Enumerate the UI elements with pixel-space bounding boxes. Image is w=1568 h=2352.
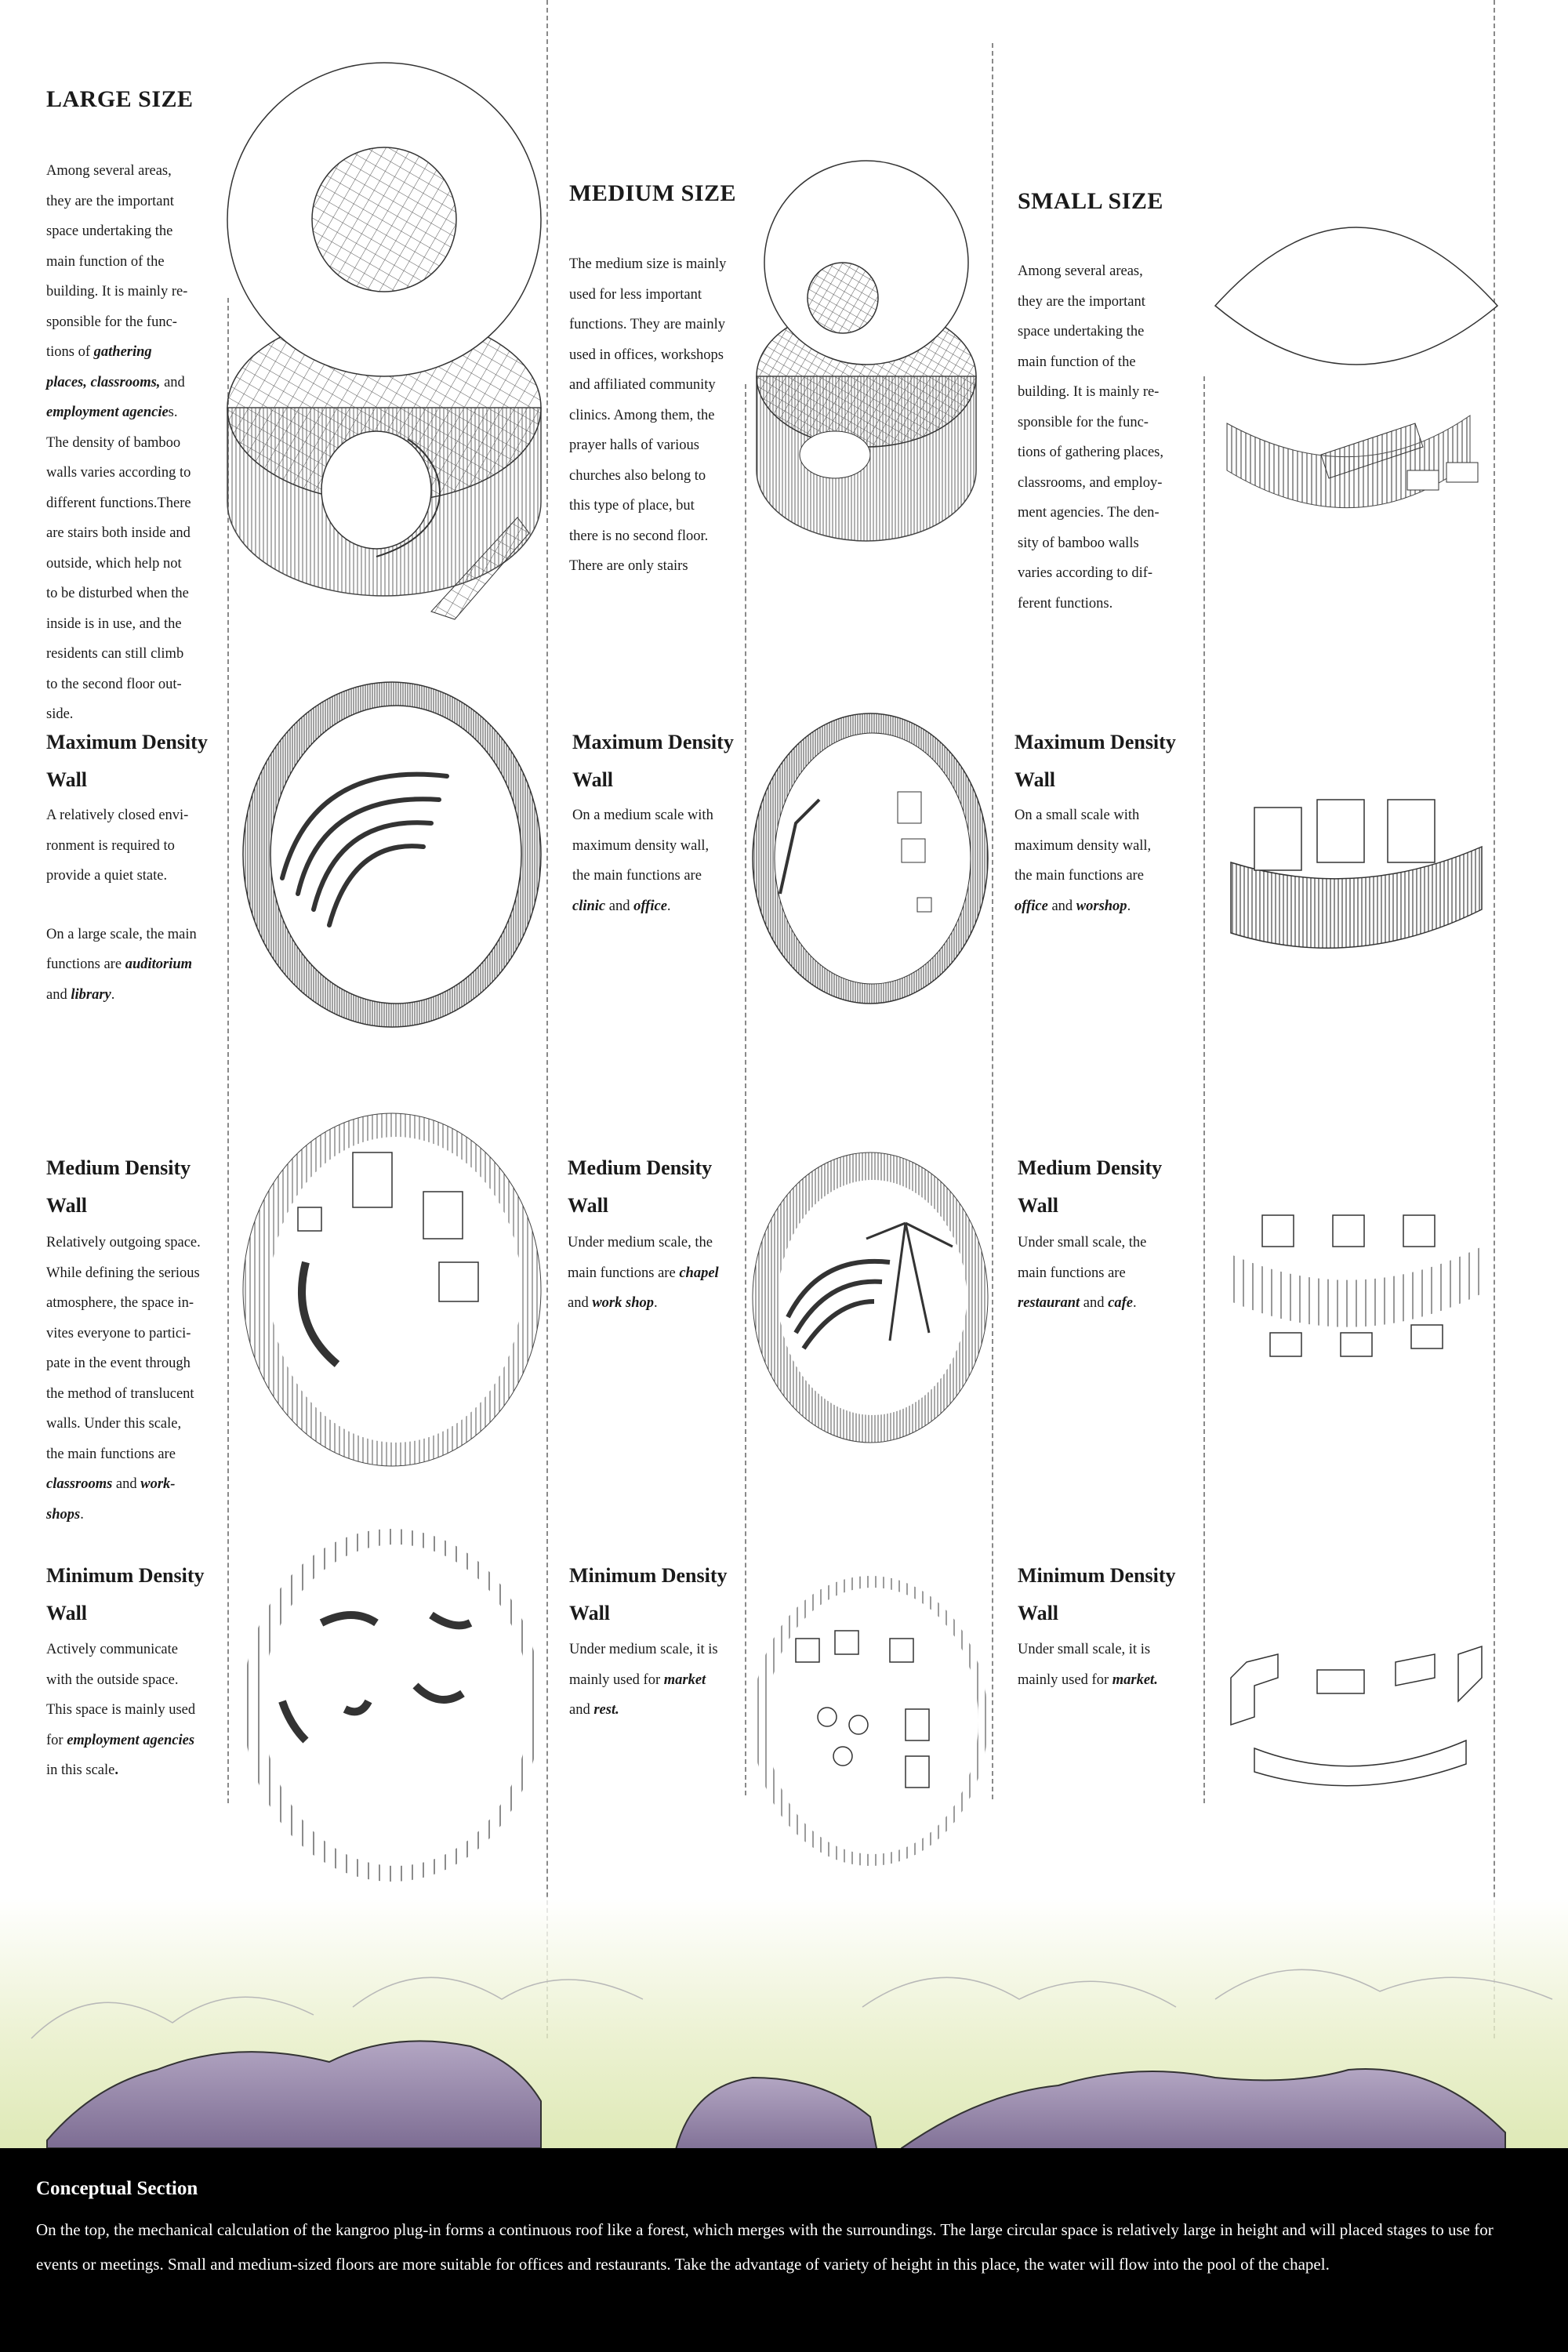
text-line: they are the important bbox=[46, 193, 174, 209]
text-line: are stairs both inside and bbox=[46, 525, 191, 541]
small-bench bbox=[1407, 470, 1439, 490]
text-line: tions of gathering bbox=[46, 344, 152, 360]
heading-line: Wall bbox=[46, 768, 88, 791]
text-line: walls. Under this scale, bbox=[46, 1416, 182, 1432]
text-line: maximum density wall, bbox=[1014, 837, 1152, 854]
medium-max-text bbox=[572, 800, 749, 921]
text-line: residents can still climb bbox=[46, 646, 184, 662]
text-line: Relatively outgoing space. bbox=[46, 1235, 201, 1250]
text-line: main functions are chapel bbox=[568, 1265, 719, 1281]
text-line: with the outside space. bbox=[46, 1671, 179, 1688]
column-divider-3 bbox=[745, 384, 746, 1795]
text-line: the main functions are bbox=[572, 868, 702, 884]
small-axonometric-drawing bbox=[1211, 220, 1509, 549]
heading-line: Wall bbox=[1014, 768, 1056, 791]
text-line: Under medium scale, it is bbox=[569, 1642, 718, 1657]
large-min-density-drawing bbox=[235, 1521, 549, 1889]
large-med-text bbox=[46, 1228, 230, 1530]
office-desk-cluster bbox=[1254, 800, 1435, 870]
text-line: There are only stairs bbox=[569, 558, 688, 574]
medium-med-text bbox=[568, 1228, 748, 1319]
text-line: This space is mainly used bbox=[46, 1702, 196, 1718]
text-line: Among several areas, bbox=[1018, 263, 1143, 279]
small-med-heading bbox=[1018, 1149, 1162, 1225]
heading-line: Minimum Density bbox=[46, 1564, 205, 1587]
text-line: and library. bbox=[46, 986, 115, 1003]
text-line: sponsible for the func- bbox=[46, 314, 177, 330]
heading-line: Wall bbox=[46, 1194, 88, 1217]
text-line: The medium size is mainly bbox=[569, 256, 727, 272]
conceptual-section-illustration bbox=[0, 1882, 1568, 2164]
medium-max-density-drawing bbox=[749, 706, 992, 1011]
text-line: On a medium scale with bbox=[572, 808, 713, 823]
text-line: used in offices, workshops bbox=[569, 347, 724, 363]
large-max-heading bbox=[46, 724, 208, 799]
heading-line: Medium Density bbox=[568, 1156, 713, 1179]
footer-title: Conceptual Section bbox=[36, 2178, 198, 2199]
small-med-density-drawing bbox=[1223, 1192, 1490, 1380]
text-line: office and worshop. bbox=[1014, 898, 1131, 914]
heading-line: Minimum Density bbox=[569, 1564, 728, 1587]
text-line: outside, which help not bbox=[46, 555, 182, 572]
text-line: in this scale. bbox=[46, 1762, 118, 1778]
heading-line: Wall bbox=[46, 1602, 88, 1624]
heading-line: Maximum Density bbox=[572, 731, 734, 753]
small-min-heading bbox=[1018, 1557, 1176, 1632]
conceptual-section-footer bbox=[0, 2158, 1568, 2352]
text-line: inside is in use, and the bbox=[46, 615, 182, 632]
medium-min-heading bbox=[569, 1557, 728, 1632]
large-med-heading bbox=[46, 1149, 191, 1225]
text-line: main function of the bbox=[1018, 354, 1136, 370]
heading-line: Wall bbox=[572, 768, 614, 791]
small-max-heading bbox=[1014, 724, 1176, 799]
large-roof-disc bbox=[227, 63, 541, 376]
small-bench bbox=[1446, 463, 1478, 482]
text-line: to the second floor out- bbox=[46, 676, 182, 692]
heading-line: Medium Density bbox=[1018, 1156, 1163, 1179]
large-min-heading bbox=[46, 1557, 205, 1632]
text-line: pate in the event through bbox=[46, 1356, 191, 1371]
small-min-text bbox=[1018, 1635, 1198, 1695]
text-line: vites everyone to partici- bbox=[46, 1325, 191, 1341]
text-line: sponsible for the func- bbox=[1018, 414, 1149, 430]
medium-max-heading bbox=[572, 724, 734, 799]
text-line: clinic and office. bbox=[572, 898, 671, 914]
text-line: varies according to dif- bbox=[1018, 565, 1153, 581]
medium-med-heading bbox=[568, 1149, 712, 1225]
text-line: used for less important bbox=[569, 286, 702, 303]
text-line: The density of bamboo bbox=[46, 434, 181, 451]
heading-line: Minimum Density bbox=[1018, 1564, 1176, 1587]
text-line: building. It is mainly re- bbox=[1018, 384, 1160, 400]
text-line: employment agencies. bbox=[46, 405, 178, 420]
text-line: this type of place, but bbox=[569, 498, 695, 514]
text-line: Among several areas, bbox=[46, 163, 172, 179]
text-line: building. It is mainly re- bbox=[46, 284, 188, 299]
text-line: for employment agencies bbox=[46, 1732, 195, 1748]
medium-intro-text bbox=[569, 249, 750, 582]
text-line: the main functions are bbox=[1014, 868, 1144, 884]
small-roof-lens bbox=[1215, 227, 1497, 365]
small-min-density-drawing bbox=[1223, 1631, 1490, 1788]
text-line: the main functions are bbox=[46, 1446, 176, 1462]
text-line: space undertaking the bbox=[1018, 324, 1145, 339]
text-line: classrooms and work- bbox=[46, 1476, 176, 1492]
text-line: tions of gathering places, bbox=[1018, 445, 1163, 460]
text-line: Under medium scale, the bbox=[568, 1235, 713, 1250]
large-max-density-drawing bbox=[235, 674, 549, 1043]
small-size-title: SMALL SIZE bbox=[1018, 188, 1163, 214]
small-max-text bbox=[1014, 800, 1195, 921]
text-line: space undertaking the bbox=[46, 223, 173, 239]
text-line: provide a quiet state. bbox=[46, 868, 168, 884]
heading-line: Maximum Density bbox=[46, 731, 208, 753]
text-line: ronment is required to bbox=[46, 837, 175, 854]
text-line: ferent functions. bbox=[1018, 595, 1113, 612]
large-intro-text bbox=[46, 156, 227, 730]
large-max-text bbox=[46, 800, 227, 1010]
text-line: churches also belong to bbox=[569, 467, 706, 484]
text-line: there is no second floor. bbox=[569, 528, 709, 544]
text-line: mainly used for market bbox=[569, 1671, 706, 1688]
text-line: prayer halls of various bbox=[569, 437, 699, 453]
column-divider-5 bbox=[1203, 376, 1205, 1803]
text-line: and rest. bbox=[569, 1702, 619, 1718]
small-intro-text bbox=[1018, 256, 1198, 619]
medium-med-density-drawing bbox=[749, 1145, 992, 1450]
text-line: While defining the serious bbox=[46, 1265, 200, 1281]
text-line: clinics. Among them, the bbox=[569, 407, 715, 423]
footer-description: On the top, the mechanical calculation of the kangroo plug-in forms a continuous roof like a forest, which merges with the surroundings. The large circular space is relatively large in height and will placed stages to use for events or meetings. Small and medium-sized floors are more suitable for offices and restaurants. Take the advantage of variety of height in this place, the water will flow into the pool of the chapel. bbox=[36, 2220, 1494, 2274]
heading-line: Wall bbox=[568, 1194, 609, 1217]
large-min-text bbox=[46, 1635, 230, 1786]
heading-line: Maximum Density bbox=[1014, 731, 1176, 753]
text-line: walls varies according to bbox=[46, 465, 191, 481]
small-med-text bbox=[1018, 1228, 1198, 1319]
text-line: to be disturbed when the bbox=[46, 586, 189, 601]
text-line: side. bbox=[46, 706, 74, 722]
text-line: maximum density wall, bbox=[572, 837, 710, 854]
heading-line: Wall bbox=[1018, 1602, 1059, 1624]
text-line: Actively communicate bbox=[46, 1642, 178, 1657]
small-max-density-drawing bbox=[1223, 784, 1490, 972]
text-line: atmosphere, the space in- bbox=[46, 1295, 194, 1311]
text-line: different functions.There bbox=[46, 495, 191, 511]
large-size-title: LARGE SIZE bbox=[46, 86, 194, 112]
medium-roof-disc bbox=[764, 161, 968, 365]
text-line: sity of bamboo walls bbox=[1018, 535, 1139, 551]
text-line: the method of translucent bbox=[46, 1385, 194, 1402]
text-line: restaurant and cafe. bbox=[1018, 1295, 1137, 1311]
heading-line: Wall bbox=[569, 1602, 611, 1624]
medium-min-text bbox=[569, 1635, 750, 1726]
text-line: On a small scale with bbox=[1014, 808, 1140, 823]
large-med-density-drawing bbox=[235, 1105, 549, 1474]
large-axonometric-drawing bbox=[220, 63, 549, 627]
text-line: places, classrooms, and bbox=[46, 374, 185, 390]
medium-size-title: MEDIUM SIZE bbox=[569, 180, 737, 206]
text-line: shops. bbox=[46, 1506, 84, 1523]
text-line: main function of the bbox=[46, 253, 165, 270]
text-line: On a large scale, the main bbox=[46, 926, 197, 942]
heading-line: Medium Density bbox=[46, 1156, 191, 1179]
text-line: A relatively closed envi- bbox=[46, 808, 189, 823]
heading-line: Wall bbox=[1018, 1194, 1059, 1217]
text-line: ment agencies. The den- bbox=[1018, 505, 1160, 521]
text-line: functions are auditorium bbox=[46, 956, 193, 972]
text-line: main functions are bbox=[1018, 1265, 1126, 1281]
market-counters bbox=[1231, 1646, 1482, 1786]
text-line: Under small scale, the bbox=[1018, 1235, 1147, 1250]
medium-axonometric-drawing bbox=[741, 141, 1000, 580]
text-line: mainly used for market. bbox=[1018, 1671, 1158, 1688]
text-line: and work shop. bbox=[568, 1295, 658, 1311]
text-line: Under small scale, it is bbox=[1018, 1642, 1151, 1657]
text-line: and affiliated community bbox=[569, 377, 716, 393]
text-line: classrooms, and employ- bbox=[1018, 474, 1163, 491]
text-line: they are the important bbox=[1018, 293, 1145, 310]
text-line: functions. They are mainly bbox=[569, 317, 725, 332]
medium-min-density-drawing bbox=[749, 1568, 992, 1874]
